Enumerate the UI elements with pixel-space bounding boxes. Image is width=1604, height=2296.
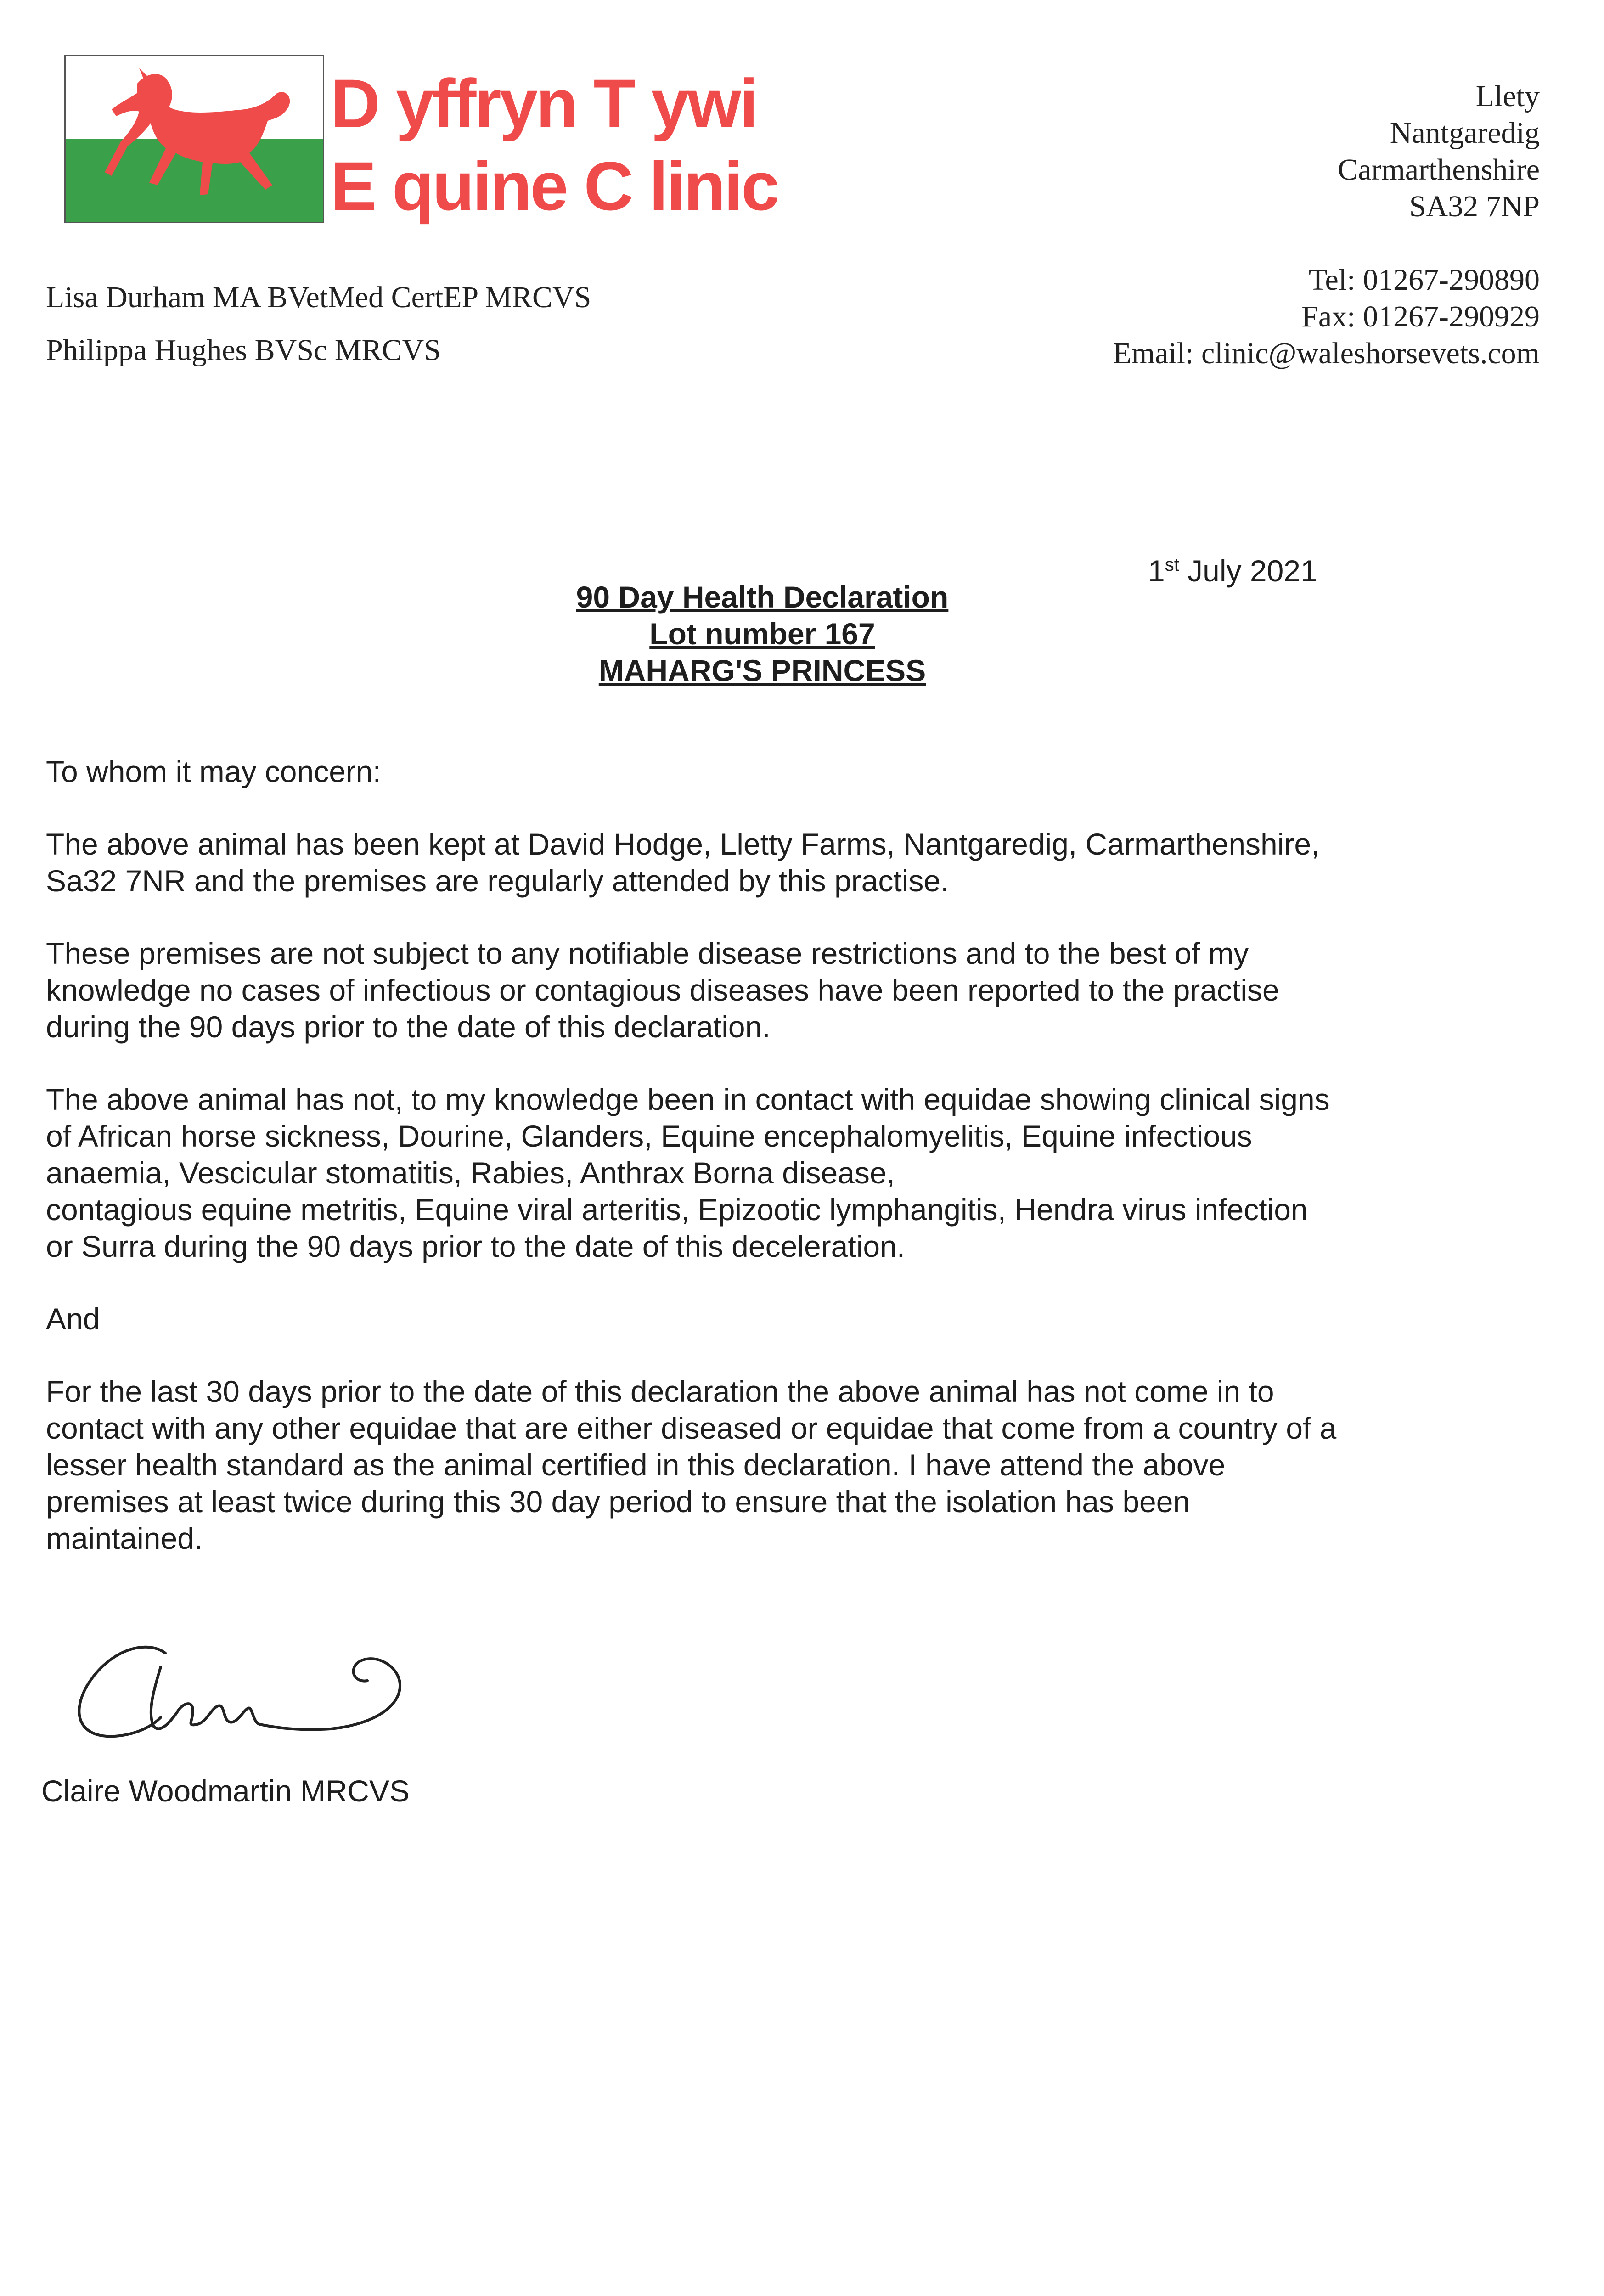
paragraph-and: And (46, 1302, 100, 1336)
paragraph-diseases: The above animal has not, to my knowledge been in contact with equidae showing clinical signs of African horse sickness, Dourine, Glanders, Equine encephalomyelitis, Equine infectious anaemia, Vescicular stomatitis, Rabies, Anthrax Borna disease, contagious equine metritis, Equine viral arteritis, Epizootic lymphangitis, Hendra virus infection or Surra during the 90 days prior to the date of this deceleration. (46, 1082, 1330, 1263)
horse-icon (93, 66, 295, 213)
address-line: Llety (1475, 79, 1540, 113)
telephone: Tel: 01267-290890 (1308, 263, 1540, 297)
declaration-title: 90 Day Health Declaration (576, 580, 949, 614)
paragraph-isolation: For the last 30 days prior to the date of this declaration the above animal has not come in to contact with any other equidae that are either diseased or equidae that come from a country of a lesser health standard as the animal certified in this declaration. I have attend the above premises at least twice during this 30 day period to ensure that the isolation has been maintained. (46, 1374, 1337, 1555)
paragraph-premises: The above animal has been kept at David Hodge, Lletty Farms, Nantgaredig, Carmarthenshire, Sa32 7NR and the premises are regularly attended by this practise. (46, 827, 1320, 898)
address-line: Nantgaredig (1390, 116, 1540, 150)
logo-text-line1: D yffryn T ywi (331, 65, 757, 142)
clinic-address (1338, 78, 1540, 225)
address-line: SA32 7NP (1409, 190, 1540, 223)
address-line: Carmarthenshire (1338, 153, 1540, 186)
horse-name: MAHARG'S PRINCESS (598, 653, 926, 687)
declaration-heading (459, 579, 1065, 689)
date-suffix: st (1165, 555, 1179, 575)
paragraph-restrictions: These premises are not subject to any notifiable disease restrictions and to the best of my knowledge no cases of infectious or contagious diseases have been reported to the practise during the 90 days prior to the date of this declaration. (46, 936, 1279, 1044)
date-day: 1 (1148, 554, 1165, 588)
signer-name: Claire Woodmartin MRCVS (41, 1774, 410, 1808)
letter-date (1148, 546, 1317, 589)
handwritten-signature (55, 1635, 422, 1754)
email: Email: clinic@waleshorsevets.com (1113, 337, 1540, 370)
fax: Fax: 01267-290929 (1301, 300, 1540, 333)
letter-body (46, 753, 1469, 1593)
date-rest: July 2021 (1179, 554, 1317, 588)
clinic-contact (1113, 262, 1540, 372)
clinic-logo (64, 55, 324, 223)
vet-list (46, 271, 591, 377)
logo-text-line2: E quine C linic (331, 147, 778, 225)
vet-name: Lisa Durham MA BVetMed CertEP MRCVS (46, 281, 591, 314)
lot-number: Lot number 167 (649, 617, 875, 651)
salutation: To whom it may concern: (46, 754, 381, 788)
vet-name: Philippa Hughes BVSc MRCVS (46, 333, 441, 367)
